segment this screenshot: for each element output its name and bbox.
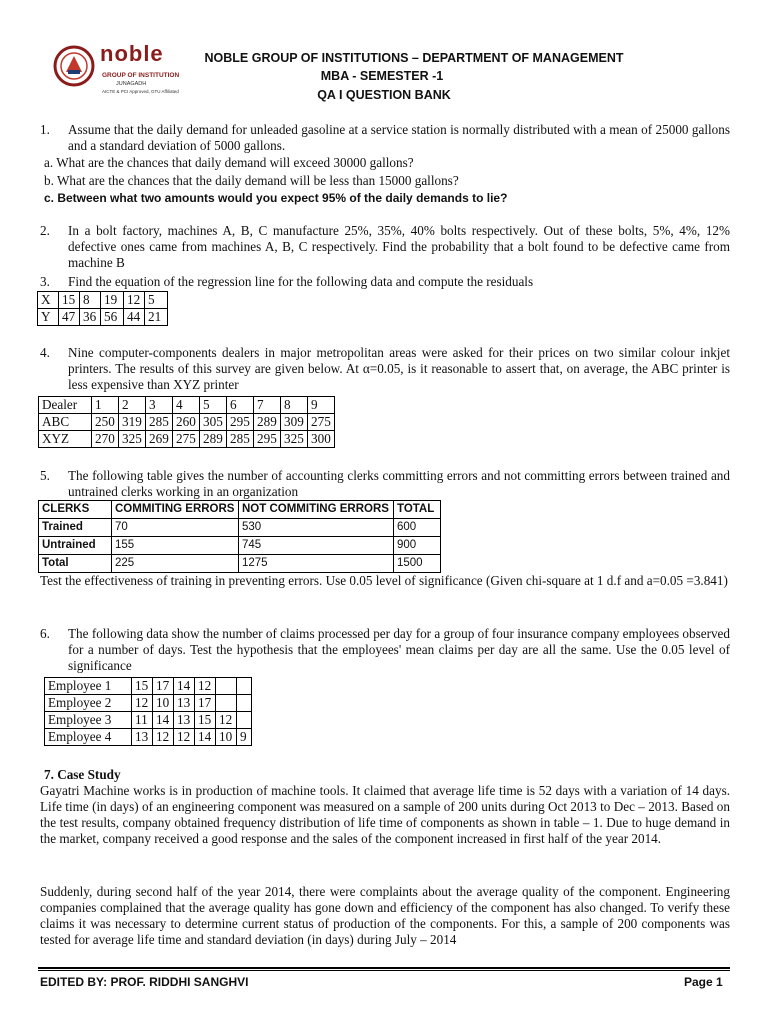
- table-cell: Employee 3: [45, 712, 132, 729]
- table-row: [39, 537, 441, 555]
- question-number: 3.: [40, 274, 50, 289]
- table-cell: [216, 695, 237, 712]
- table-cell: 300: [308, 431, 335, 448]
- table-cell: 19: [101, 292, 124, 309]
- footer-editor: EDITED BY: PROF. RIDDHI SANGHVI: [40, 975, 249, 989]
- table-cell: TOTAL: [394, 501, 441, 519]
- table-cell: 745: [239, 537, 394, 555]
- table-cell: 275: [308, 414, 335, 431]
- question-1-part-c: c. Between what two amounts would you expect 95% of the daily demands to lie?: [44, 191, 508, 205]
- table-cell: 600: [394, 519, 441, 537]
- case-study-heading: 7. Case Study: [44, 767, 121, 782]
- table-row: [45, 712, 252, 729]
- table-cell: Employee 4: [45, 729, 132, 746]
- table-cell: [237, 695, 252, 712]
- logo-tag-text: AICTE & PCI Approved, GTU Affiliated: [102, 89, 179, 94]
- table-cell: 9: [237, 729, 252, 746]
- table-cell: 47: [59, 309, 80, 326]
- table-cell: XYZ: [39, 431, 92, 448]
- table-cell: COMMITING ERRORS: [112, 501, 239, 519]
- table-cell: 70: [112, 519, 239, 537]
- table-cell: 11: [132, 712, 153, 729]
- table-cell: 12: [124, 292, 145, 309]
- footer-divider-thin: [38, 970, 730, 971]
- question-text: The following data show the number of claims processed per day for a group of four insurance company employees observed for a number of days. Test the hypothesis that the employees' mean claims per day are all the same. Use the 0.05 level of significance: [68, 626, 730, 673]
- table-cell: NOT COMMITING ERRORS: [239, 501, 394, 519]
- table-cell: 285: [146, 414, 173, 431]
- table-cell: Dealer: [39, 397, 92, 414]
- table-cell: 325: [119, 431, 146, 448]
- table-cell: Y: [38, 309, 59, 326]
- clerk-errors-table: [38, 500, 441, 573]
- printer-price-table: [38, 396, 335, 448]
- table-cell: 225: [112, 555, 239, 573]
- table-cell: 155: [112, 537, 239, 555]
- table-cell: 275: [173, 431, 200, 448]
- table-row: [45, 678, 252, 695]
- table-cell: [237, 712, 252, 729]
- table-cell: 12: [132, 695, 153, 712]
- table-cell: 14: [195, 729, 216, 746]
- question-number: 1.: [40, 122, 50, 137]
- table-cell: 3: [146, 397, 173, 414]
- table-cell: 289: [254, 414, 281, 431]
- table-cell: 17: [195, 695, 216, 712]
- table-cell: 1275: [239, 555, 394, 573]
- table-row: [39, 414, 335, 431]
- table-cell: 8: [281, 397, 308, 414]
- table-cell: 319: [119, 414, 146, 431]
- question-2: [40, 223, 730, 271]
- table-cell: 12: [195, 678, 216, 695]
- table-cell: CLERKS: [39, 501, 112, 519]
- table-cell: Employee 2: [45, 695, 132, 712]
- regression-data-table: [37, 291, 168, 326]
- header-title: NOBLE GROUP OF INSTITUTIONS – DEPARTMENT OF MANAGEMENT: [204, 51, 624, 65]
- table-cell: 15: [132, 678, 153, 695]
- header-subtitle: QA I QUESTION BANK: [317, 88, 451, 102]
- question-text: In a bolt factory, machines A, B, C manufacture 25%, 35%, 40% bolts respectively. Out of these bolts, 5%, 4%, 12% defective ones came from machines A, B, C respectively. Find the probability that a bolt found to be defective came from machine B: [68, 223, 730, 270]
- question-text: Find the equation of the regression line for the following data and compute the residuals: [68, 274, 534, 289]
- table-row: [39, 519, 441, 537]
- table-cell: 900: [394, 537, 441, 555]
- table-cell: 12: [153, 729, 174, 746]
- table-cell: 44: [124, 309, 145, 326]
- logo-place-text: JUNAGADH: [116, 81, 147, 87]
- table-cell: Total: [39, 555, 112, 573]
- table-cell: 6: [227, 397, 254, 414]
- header-semester: MBA - SEMESTER -1: [320, 69, 444, 83]
- table-cell: Untrained: [39, 537, 112, 555]
- table-cell: 250: [92, 414, 119, 431]
- table-cell: 1500: [394, 555, 441, 573]
- footer-divider: [38, 967, 730, 969]
- table-cell: 309: [281, 414, 308, 431]
- logo-brand-text: noble: [100, 41, 164, 66]
- table-cell: 17: [153, 678, 174, 695]
- question-6: [40, 626, 730, 674]
- table-row: [45, 729, 252, 746]
- table-row: [39, 501, 441, 519]
- table-cell: 10: [153, 695, 174, 712]
- question-number: 4.: [40, 345, 50, 360]
- employee-claims-table: [44, 677, 252, 746]
- table-cell: 5: [200, 397, 227, 414]
- table-cell: 325: [281, 431, 308, 448]
- table-cell: 14: [153, 712, 174, 729]
- table-cell: 9: [308, 397, 335, 414]
- question-text: The following table gives the number of accounting clerks committing errors and not committing errors between trained and untrained clerks working in an organization: [68, 468, 730, 499]
- table-cell: 295: [254, 431, 281, 448]
- table-cell: 5: [145, 292, 168, 309]
- table-cell: 12: [216, 712, 237, 729]
- logo-sub-text: GROUP OF INSTITUTION: [102, 72, 180, 79]
- table-cell: 269: [146, 431, 173, 448]
- question-number: 5.: [40, 468, 50, 483]
- question-number: 2.: [40, 223, 50, 238]
- table-row: [38, 309, 168, 326]
- table-row: [39, 397, 335, 414]
- table-cell: [237, 678, 252, 695]
- table-cell: 7: [254, 397, 281, 414]
- table-cell: 10: [216, 729, 237, 746]
- question-1-part-b: b. What are the chances that the daily demand will be less than 15000 gallons?: [44, 173, 459, 188]
- page-number: Page 1: [684, 975, 723, 989]
- table-cell: 530: [239, 519, 394, 537]
- table-row: [38, 292, 168, 309]
- table-cell: 4: [173, 397, 200, 414]
- table-cell: 15: [195, 712, 216, 729]
- question-4: [40, 345, 730, 393]
- table-cell: 15: [59, 292, 80, 309]
- question-5: [40, 468, 730, 500]
- table-cell: 260: [173, 414, 200, 431]
- table-cell: 1: [92, 397, 119, 414]
- question-text: Nine computer-components dealers in major metropolitan areas were asked for their prices on two similar colour inkjet printers. The results of this survey are given below. At α=0.05, is it reasonable to assert that, on average, the ABC printer is less expensive than XYZ printer: [68, 345, 730, 392]
- case-study-paragraph-1: Gayatri Machine works is in production of machine tools. It claimed that average life time is 52 days with a variation of 14 days. Life time (in days) of an engineering component was measured on a sample of 200 units during Oct 2013 to Dec – 2013. Based on the test results, company obtained frequency distribution of life time of components as shown in table – 1. Due to huge demand in the market, company received a good response and the sales of the component increased in first half of the year 2014.: [40, 783, 730, 846]
- table-row: [39, 555, 441, 573]
- table-cell: [216, 678, 237, 695]
- table-cell: 2: [119, 397, 146, 414]
- table-cell: Trained: [39, 519, 112, 537]
- question-number: 6.: [40, 626, 50, 641]
- table-cell: 270: [92, 431, 119, 448]
- table-cell: 36: [80, 309, 101, 326]
- table-cell: 289: [200, 431, 227, 448]
- table-cell: 56: [101, 309, 124, 326]
- table-row: [45, 695, 252, 712]
- table-cell: 12: [174, 729, 195, 746]
- table-cell: 13: [174, 712, 195, 729]
- table-cell: 305: [200, 414, 227, 431]
- case-study-paragraph-2: Suddenly, during second half of the year 2014, there were complaints about the average quality of the component. Engineering companies complained that the average quality has gone down and efficiency of the component has also changed. To verify these claims it was necessary to determine current status of production of the components. For this, a sample of 200 components was tested for average life time and standard deviation (in days) during July – 2014: [40, 884, 730, 947]
- table-cell: 295: [227, 414, 254, 431]
- table-cell: 21: [145, 309, 168, 326]
- question-text: Assume that the daily demand for unleaded gasoline at a service station is normally distributed with a mean of 25000 gallons and a standard deviation of 5000 gallons.: [68, 122, 730, 153]
- question-1: [40, 122, 730, 154]
- question-1-part-a: a. What are the chances that daily demand will exceed 30000 gallons?: [44, 155, 414, 170]
- table-cell: X: [38, 292, 59, 309]
- table-cell: ABC: [39, 414, 92, 431]
- table-cell: 8: [80, 292, 101, 309]
- table-cell: 285: [227, 431, 254, 448]
- question-5-instruction: Test the effectiveness of training in preventing errors. Use 0.05 level of significance (Given chi-square at 1 d.f and a=0.05 =3.841): [40, 573, 728, 588]
- table-cell: 14: [174, 678, 195, 695]
- table-cell: Employee 1: [45, 678, 132, 695]
- table-cell: 13: [174, 695, 195, 712]
- table-row: [39, 431, 335, 448]
- table-cell: 13: [132, 729, 153, 746]
- question-3: [40, 274, 730, 290]
